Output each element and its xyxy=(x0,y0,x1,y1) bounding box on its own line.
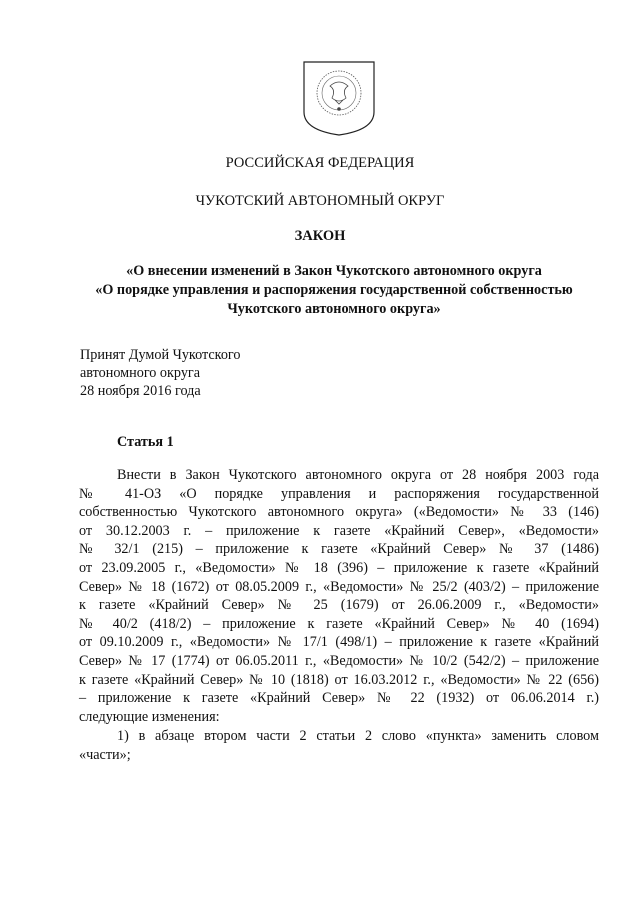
adoption-line: Принят Думой Чукотского xyxy=(80,347,241,363)
paragraph-line: от 30.12.2003 г. – приложение к газете «Крайний Север», «Ведомости» xyxy=(79,522,599,539)
paragraph-line: следующие изменения: xyxy=(79,708,220,725)
country-name: РОССИЙСКАЯ ФЕДЕРАЦИЯ xyxy=(225,155,415,171)
paragraph-line: Север» № 18 (1672) от 08.05.2009 г., «Ведомости» № 25/2 (403/2) – приложение xyxy=(79,578,599,595)
paragraph-line: Внести в Закон Чукотского автономного округа от 28 ноября 2003 года xyxy=(117,467,599,483)
paragraph-line: от 23.09.2005 г., «Ведомости» № 18 (396) – приложение к газете «Крайний xyxy=(79,559,599,576)
paragraph-line: к газете «Крайний Север» № 10 (1818) от 16.03.2012 г., «Ведомости» № 22 (656) xyxy=(79,671,599,688)
paragraph-line: № 32/1 (215) – приложение к газете «Крайний Север» № 37 (1486) xyxy=(79,541,599,558)
paragraph-line: 1) в абзаце втором части 2 статьи 2 слово «пункта» заменить словом xyxy=(117,728,599,744)
adoption-note xyxy=(80,346,240,400)
coat-of-arms-icon xyxy=(302,60,376,136)
paragraph-line: собственностью Чукотского автономного округа» («Ведомости» № 33 (146) xyxy=(79,504,599,521)
paragraph-line: № 40/2 (418/2) – приложение к газете «Крайний Север» № 40 (1694) xyxy=(79,615,599,632)
paragraph-line: от 09.10.2009 г., «Ведомости» № 17/1 (498/1) – приложение к газете «Крайний xyxy=(79,634,599,651)
region-name: ЧУКОТСКИЙ АВТОНОМНЫЙ ОКРУГ xyxy=(195,193,445,209)
paragraph-line: «части»; xyxy=(79,746,131,763)
law-title xyxy=(60,262,608,319)
document-type: ЗАКОН xyxy=(294,228,346,244)
paragraph-line: Север» № 17 (1774) от 06.05.2011 г., «Ведомости» № 10/2 (542/2) – приложение xyxy=(79,652,599,669)
paragraph-line: – приложение к газете «Крайний Север» № 22 (1932) от 06.06.2014 г.) xyxy=(79,690,599,707)
paragraph-line: № 41-ОЗ «О порядке управления и распоряжения государственной xyxy=(79,485,599,502)
article-paragraph xyxy=(79,466,599,726)
adoption-line: автономного округа xyxy=(80,365,201,381)
law-title-line: «О внесении изменений в Закон Чукотского автономного округа xyxy=(126,263,542,279)
law-title-line: Чукотского автономного округа» xyxy=(227,301,441,317)
article-heading: Статья 1 xyxy=(117,434,174,450)
article-item xyxy=(79,727,599,764)
adoption-date: 28 ноября 2016 года xyxy=(80,383,201,399)
law-title-line: «О порядке управления и распоряжения государственной собственностью xyxy=(95,282,573,298)
paragraph-line: к газете «Крайний Север» № 25 (1679) от 26.06.2009 г., «Ведомости» xyxy=(79,597,599,614)
